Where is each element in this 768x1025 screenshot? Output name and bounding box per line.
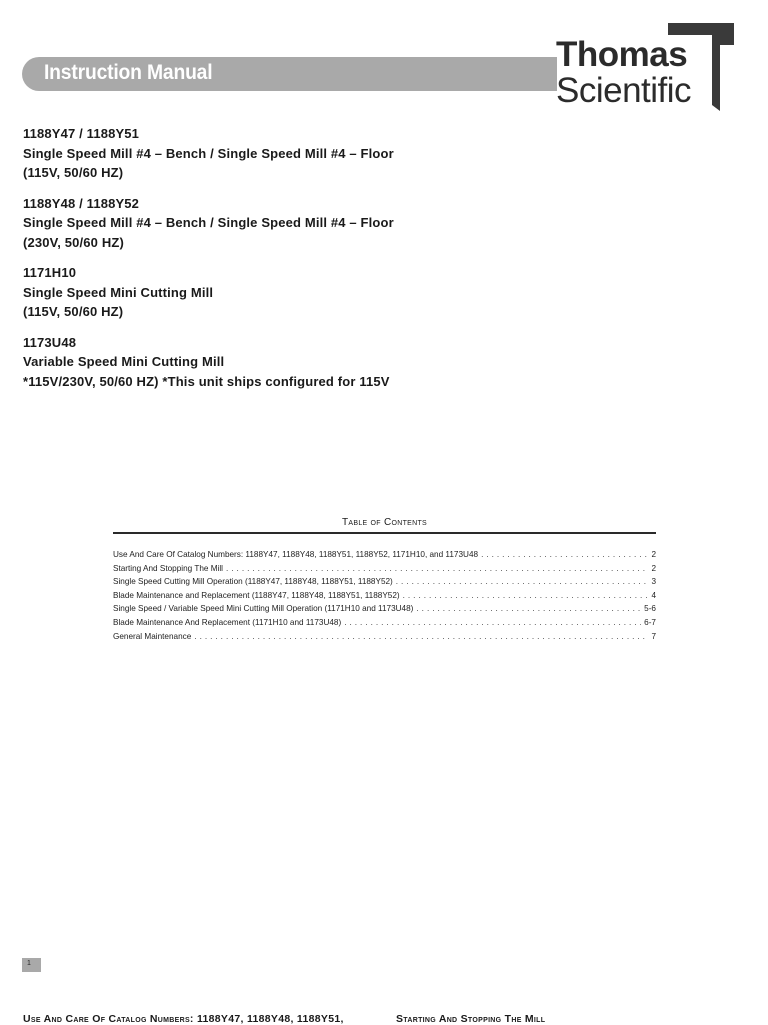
- toc-entry[interactable]: [113, 602, 656, 616]
- catalog-numbers: 1173U48: [23, 334, 77, 350]
- toc-entry-label: Blade Maintenance and Replacement (1188Y47, 1188Y48, 1188Y51, 1188Y52): [113, 590, 400, 600]
- product-block: [23, 263, 543, 322]
- catalog-numbers: 1188Y47 / 1188Y51: [23, 126, 140, 141]
- toc-entry-page: 5-6: [644, 604, 656, 614]
- product-name: Single Speed Mill #4 – Bench / Single Speed Mill #4 – Floor: [23, 215, 394, 230]
- toc-entry-label: Single Speed / Variable Speed Mini Cutting Mill Operation (1171H10 and 1173U48): [113, 604, 414, 614]
- thomas-scientific-logo: [556, 21, 736, 113]
- toc-entry[interactable]: [113, 548, 656, 562]
- product-voltage: *115V/230V, 50/60 HZ) *This unit ships configured for 115V: [23, 373, 390, 389]
- toc-entry[interactable]: [113, 575, 656, 589]
- catalog-numbers: 1188Y48 / 1188Y52: [23, 195, 140, 211]
- toc-entry[interactable]: [113, 630, 656, 644]
- toc-entry[interactable]: [113, 616, 656, 630]
- toc-leader-dots: [396, 575, 649, 589]
- toc-leader-dots: [194, 630, 648, 644]
- logo-text-scientific: Scientific: [556, 71, 692, 110]
- product-name: Single Speed Mill #4 – Bench / Single Speed Mill #4 – Floor: [23, 145, 394, 161]
- product-block: [23, 194, 543, 253]
- toc-entry-label: General Maintenance: [113, 631, 192, 641]
- product-name: Single Speed Mini Cutting Mill: [23, 284, 214, 300]
- toc-entry-page: 2: [651, 563, 656, 573]
- toc-leader-dots: [416, 602, 641, 616]
- toc-list: [113, 548, 656, 643]
- toc-entry-page: 7: [651, 631, 656, 641]
- toc-title: Table of Contents: [113, 517, 656, 534]
- catalog-numbers: 1171H10: [23, 265, 77, 280]
- toc-entry-page: 4: [651, 590, 656, 600]
- product-voltage: (115V, 50/60 HZ): [23, 165, 124, 180]
- toc-entry-page: 2: [651, 550, 656, 559]
- page-number-badge: [22, 958, 41, 972]
- logo-text-thomas: Thomas: [556, 35, 688, 74]
- product-voltage: (230V, 50/60 HZ): [23, 234, 124, 250]
- product-name: Variable Speed Mini Cutting Mill: [23, 354, 225, 369]
- toc-entry[interactable]: [113, 562, 656, 576]
- toc-entry-label: Single Speed Cutting Mill Operation (1188Y47, 1188Y48, 1188Y51, 1188Y52): [113, 577, 393, 587]
- toc-entry-label: Blade Maintenance And Replacement (1171H10 and 1173U48): [113, 617, 342, 627]
- product-voltage: (115V, 50/60 HZ): [23, 304, 124, 319]
- toc-entry-label: Starting And Stopping The Mill: [113, 563, 223, 573]
- next-section-heading-right: Starting And Stopping The Mill: [396, 1013, 546, 1025]
- product-block: [23, 124, 543, 183]
- toc-entry-page: 6-7: [644, 617, 656, 627]
- toc-leader-dots: [481, 548, 648, 562]
- toc-entry-page: 3: [651, 577, 656, 587]
- next-section-heading-left: Use And Care Of Catalog Numbers: 1188Y47, 1188Y48, 1188Y51,: [23, 1013, 344, 1025]
- toc-entry-label: Use And Care Of Catalog Numbers: 1188Y47, 1188Y48, 1188Y51, 1188Y52, 1171H10, and 1173U48: [113, 550, 479, 559]
- page-number: 1: [27, 960, 31, 967]
- toc-leader-dots: [344, 616, 641, 630]
- product-list: [23, 124, 543, 402]
- toc-entry[interactable]: [113, 589, 656, 603]
- toc-leader-dots: [226, 562, 648, 576]
- table-of-contents: [113, 517, 656, 643]
- toc-leader-dots: [403, 589, 649, 603]
- page-title: Instruction Manual: [44, 61, 213, 84]
- product-block: [23, 333, 543, 392]
- header-banner: [22, 57, 557, 91]
